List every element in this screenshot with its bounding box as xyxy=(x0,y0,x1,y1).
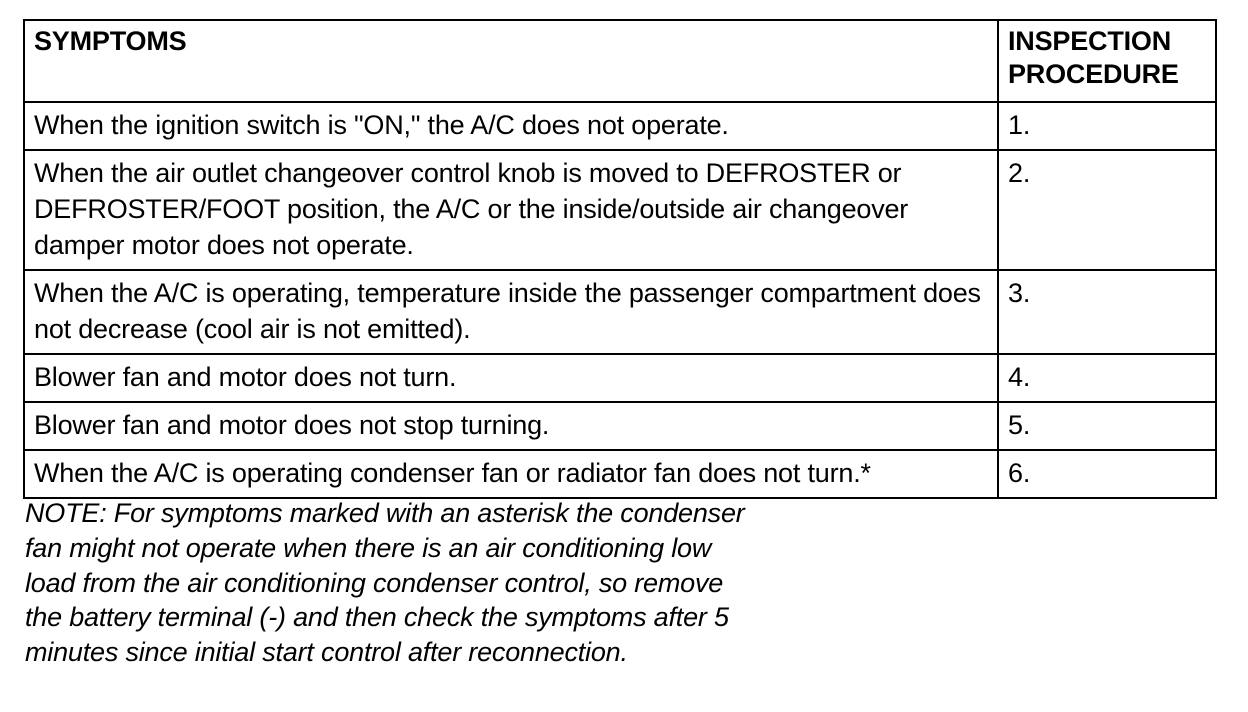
symptom-cell: When the ignition switch is "ON," the A/C does not operate. xyxy=(24,102,998,150)
symptom-cell: Blower fan and motor does not turn. xyxy=(24,354,998,402)
header-inspection-line2: PROCEDURE xyxy=(1008,59,1179,89)
procedure-cell: 3. xyxy=(998,270,1216,354)
table-row xyxy=(24,354,1216,402)
procedure-cell: 6. xyxy=(998,450,1216,498)
procedure-cell: 1. xyxy=(998,102,1216,150)
asterisk-note: NOTE: For symptoms marked with an asterisk the condenser fan might not operate when there is an air conditioning low load from the air conditioning condenser control, so remove the battery terminal (-) and then check the symptoms after 5 minutes since initial start control after reconnection. xyxy=(25,498,745,668)
table-row xyxy=(24,150,1216,270)
symptoms-table xyxy=(23,19,1217,499)
procedure-cell: 5. xyxy=(998,402,1216,450)
table-row xyxy=(24,450,1216,498)
symptom-cell: When the air outlet changeover control knob is moved to DEFROSTER or DEFROSTER/FOOT position, the A/C or the inside/outside air changeover damper motor does not operate. xyxy=(24,150,998,270)
header-inspection-procedure xyxy=(998,20,1216,102)
table-header-row xyxy=(24,20,1216,102)
procedure-cell: 4. xyxy=(998,354,1216,402)
header-symptoms: SYMPTOMS xyxy=(24,20,998,102)
symptom-cell: When the A/C is operating condenser fan or radiator fan does not turn.* xyxy=(24,450,998,498)
table-row xyxy=(24,270,1216,354)
symptom-cell: When the A/C is operating, temperature inside the passenger compartment does not decrease (cool air is not emitted). xyxy=(24,270,998,354)
table-row xyxy=(24,402,1216,450)
symptom-cell: Blower fan and motor does not stop turning. xyxy=(24,402,998,450)
header-inspection-line1: INSPECTION xyxy=(1008,26,1172,56)
procedure-cell: 2. xyxy=(998,150,1216,270)
table-row xyxy=(24,102,1216,150)
